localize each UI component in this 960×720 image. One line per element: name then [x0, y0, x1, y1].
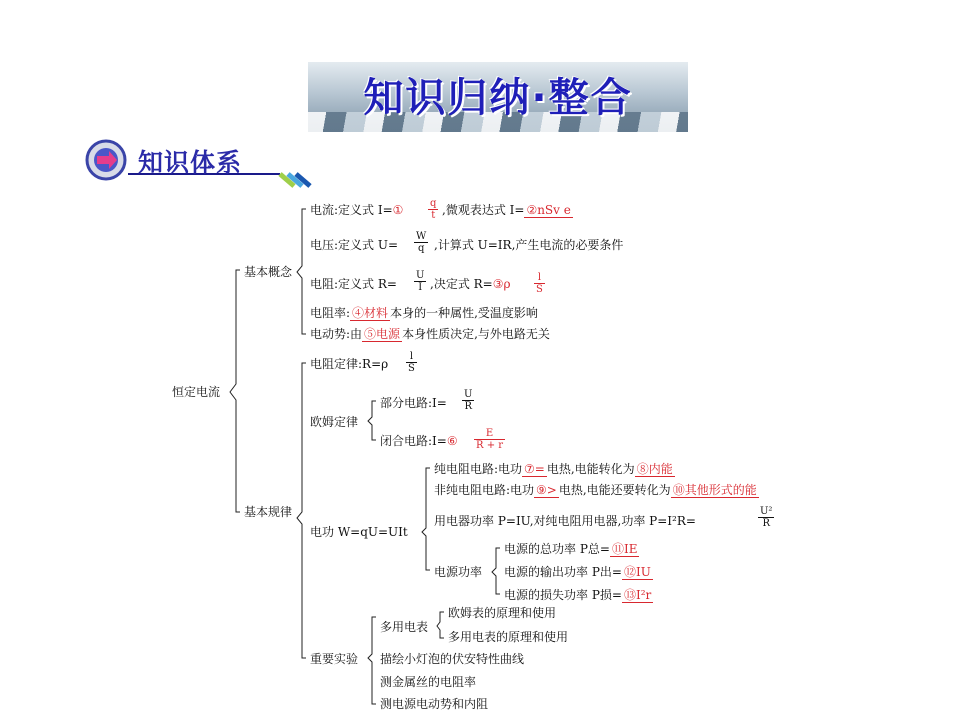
experiment-item: 测金属丝的电阻率 — [380, 675, 477, 689]
section-title: 知识体系 — [138, 148, 243, 177]
root-node: 恒定电流 — [172, 385, 221, 399]
resistance-fraction: $\frac{U}{I}$ — [416, 270, 425, 293]
experiment-item: 描绘小灯泡的伏安特性曲线 — [380, 652, 525, 666]
current-fraction: $\frac{q}{t}$ — [430, 198, 437, 221]
electric-work-label: 电功 W=qU=UIt — [310, 525, 408, 539]
current-micro-expression: ,微观表达式 I= ②nSv e — [442, 203, 571, 217]
resistance-definition: 电阻:定义式 R= — [310, 277, 397, 291]
multimeter-item-2: 多用电表的原理和使用 — [448, 630, 569, 644]
voltage-calculation: ,计算式 U=IR,产生电流的必要条件 — [434, 238, 624, 252]
resistance-law-fraction: $\frac{l}{S}$ — [408, 351, 415, 374]
resistance-determination: ,决定式 R=③ρ — [430, 277, 511, 291]
resistivity-line: 电阻率: ④材料 本身的一种属性,受温度影响 — [310, 306, 538, 320]
appliance-power-fraction: $\frac{\text{U²}}{R}$ — [760, 506, 773, 529]
current-definition: 电流:定义式 I=① — [310, 203, 404, 217]
experiments-label: 重要实验 — [310, 652, 359, 666]
multimeter-item-1: 欧姆表的原理和使用 — [448, 606, 557, 620]
page-title: 知识归纳·整合 — [363, 75, 633, 121]
basic-laws-label: 基本规律 — [244, 505, 293, 519]
voltage-definition: 电压:定义式 U= — [310, 238, 399, 252]
appliance-power-line: 用电器功率 P=IU,对纯电阻用电器,功率 P=I²R= — [434, 514, 696, 528]
partial-circuit-fraction: $\frac{U}{R}$ — [464, 389, 473, 412]
output-power-line: 电源的输出功率 P出= ⑫IU — [504, 565, 651, 579]
pure-resistance-line: 纯电阻电路:电功 ⑦= 电热,电能转化为 ⑧内能 — [434, 462, 673, 476]
resistance-answer-fraction: $\frac{l}{S}$ — [536, 272, 543, 295]
source-power-label: 电源功率 — [434, 565, 483, 579]
basic-concepts-label: 基本概念 — [244, 265, 293, 279]
partial-circuit-line: 部分电路:I= — [380, 396, 447, 410]
experiment-item: 测电源电动势和内阻 — [380, 697, 489, 711]
ohm-law-label: 欧姆定律 — [310, 415, 359, 429]
multimeter-label: 多用电表 — [380, 620, 429, 634]
voltage-fraction: $\frac{W}{q}$ — [416, 231, 427, 254]
nonpure-resistance-line: 非纯电阻电路:电功 ⑨> 电热,电能还要转化为 ⑩其他形式的能 — [434, 483, 757, 497]
closed-circuit-fraction: $\frac{E}{R + r}$ — [476, 428, 504, 451]
resistance-law: 电阻定律:R=ρ — [310, 357, 389, 371]
loss-power-line: 电源的损失功率 P损= ⑬I²r — [504, 588, 652, 602]
total-power-line: 电源的总功率 P总= ⑪IE — [504, 542, 638, 556]
closed-circuit-line: 闭合电路:I=⑥ — [380, 434, 458, 448]
emf-line: 电动势:由 ⑤电源 本身性质决定,与外电路无关 — [310, 327, 550, 341]
